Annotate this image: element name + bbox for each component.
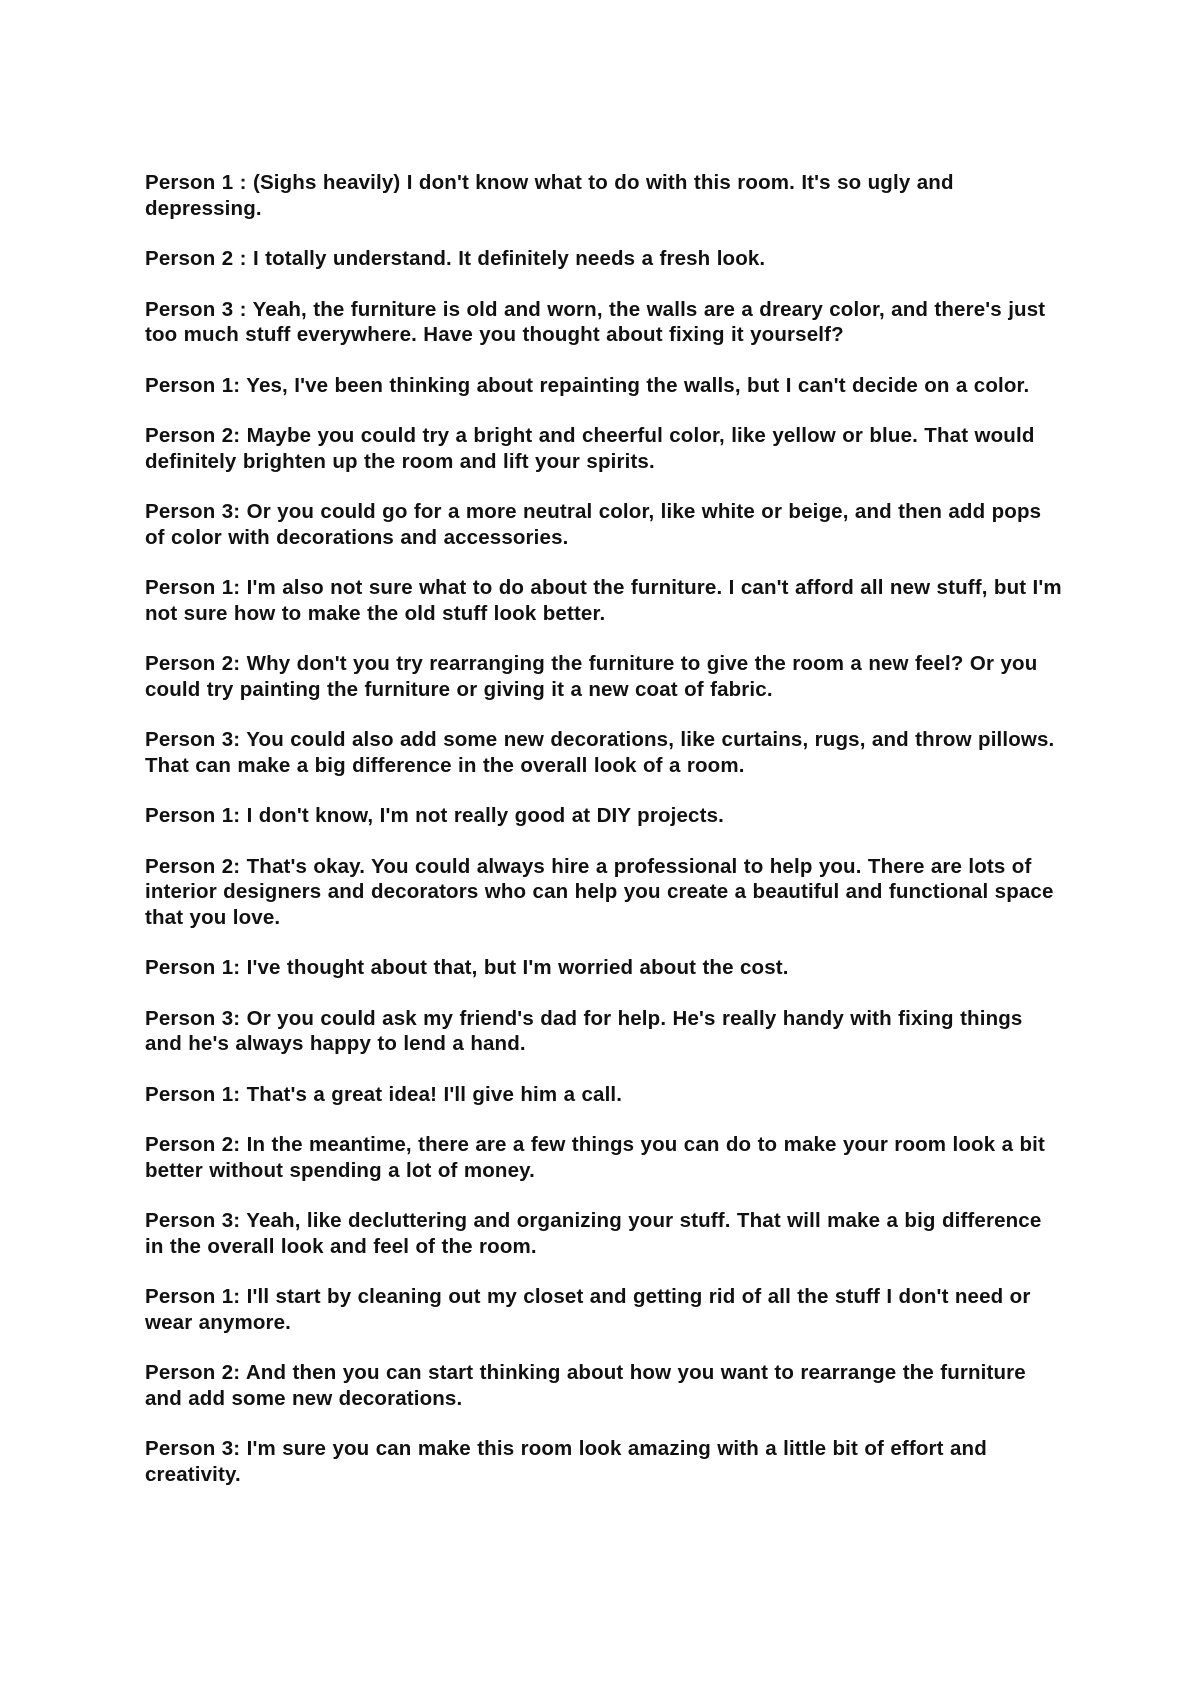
dialogue-line: Person 1: Yes, I've been thinking about repainting the walls, but I can't decide on a color. bbox=[145, 373, 1030, 397]
dialogue-line: Person 1: I'll start by cleaning out my closet and getting rid of all the stuff I don't need or wear anymore. bbox=[145, 1285, 1031, 1334]
dialogue-line: Person 1: I don't know, I'm not really good at DIY projects. bbox=[145, 804, 724, 827]
dialogue-line: Person 3: Or you could ask my friend's dad for help. He's really handy with fixing things and he's always happy to lend a hand. bbox=[145, 1006, 1023, 1055]
dialogue-line: Person 1: I'm also not sure what to do about the furniture. I can't afford all new stuff, but I'm not sure how to make the old stuff look better. bbox=[145, 576, 1062, 625]
dialogue-line: Person 2 : I totally understand. It definitely needs a fresh look. bbox=[145, 247, 766, 270]
dialogue-line: Person 2: Why don't you try rearranging the furniture to give the room a new feel? Or you could try painting the furniture or giving it a new coat of fabric. bbox=[145, 652, 1038, 701]
dialogue-line: Person 2: That's okay. You could always hire a professional to help you. There are lots of interior designers and decorators who can help you create a beautiful and functional space that you love. bbox=[145, 854, 1054, 929]
dialogue-line: Person 2: Maybe you could try a bright and cheerful color, like yellow or blue. That would definitely brighten up the room and lift your spirits. bbox=[145, 424, 1035, 473]
dialogue-line: Person 2: In the meantime, there are a few things you can do to make your room look a bit better without spending a lot of money. bbox=[145, 1133, 1045, 1182]
dialogue-line: Person 3 : Yeah, the furniture is old and worn, the walls are a dreary color, and there's just too much stuff everywhere. Have you thought about fixing it yourself? bbox=[145, 297, 1046, 346]
dialogue-line: Person 1: I've thought about that, but I'm worried about the cost. bbox=[145, 956, 789, 979]
dialogue-line: Person 3: I'm sure you can make this room look amazing with a little bit of effort and creativity. bbox=[145, 1437, 987, 1486]
dialogue-line: Person 2: And then you can start thinking about how you want to rearrange the furniture and add some new decorations. bbox=[145, 1361, 1026, 1410]
dialogue-line: Person 3: You could also add some new decorations, like curtains, rugs, and throw pillows. That can make a big difference in the overall look of a room. bbox=[145, 728, 1055, 777]
dialogue-line: Person 3: Yeah, like decluttering and organizing your stuff. That will make a big difference in the overall look and feel of the room. bbox=[145, 1209, 1042, 1258]
dialogue-line: Person 1 : (Sighs heavily) I don't know what to do with this room. It's so ugly and depressing. bbox=[145, 171, 954, 220]
dialogue-line: Person 3: Or you could go for a more neutral color, like white or beige, and then add pops of color with decorations and accessories. bbox=[145, 500, 1042, 549]
dialogue-transcript bbox=[145, 170, 1065, 1512]
dialogue-line: Person 1: That's a great idea! I'll give him a call. bbox=[145, 1082, 623, 1106]
